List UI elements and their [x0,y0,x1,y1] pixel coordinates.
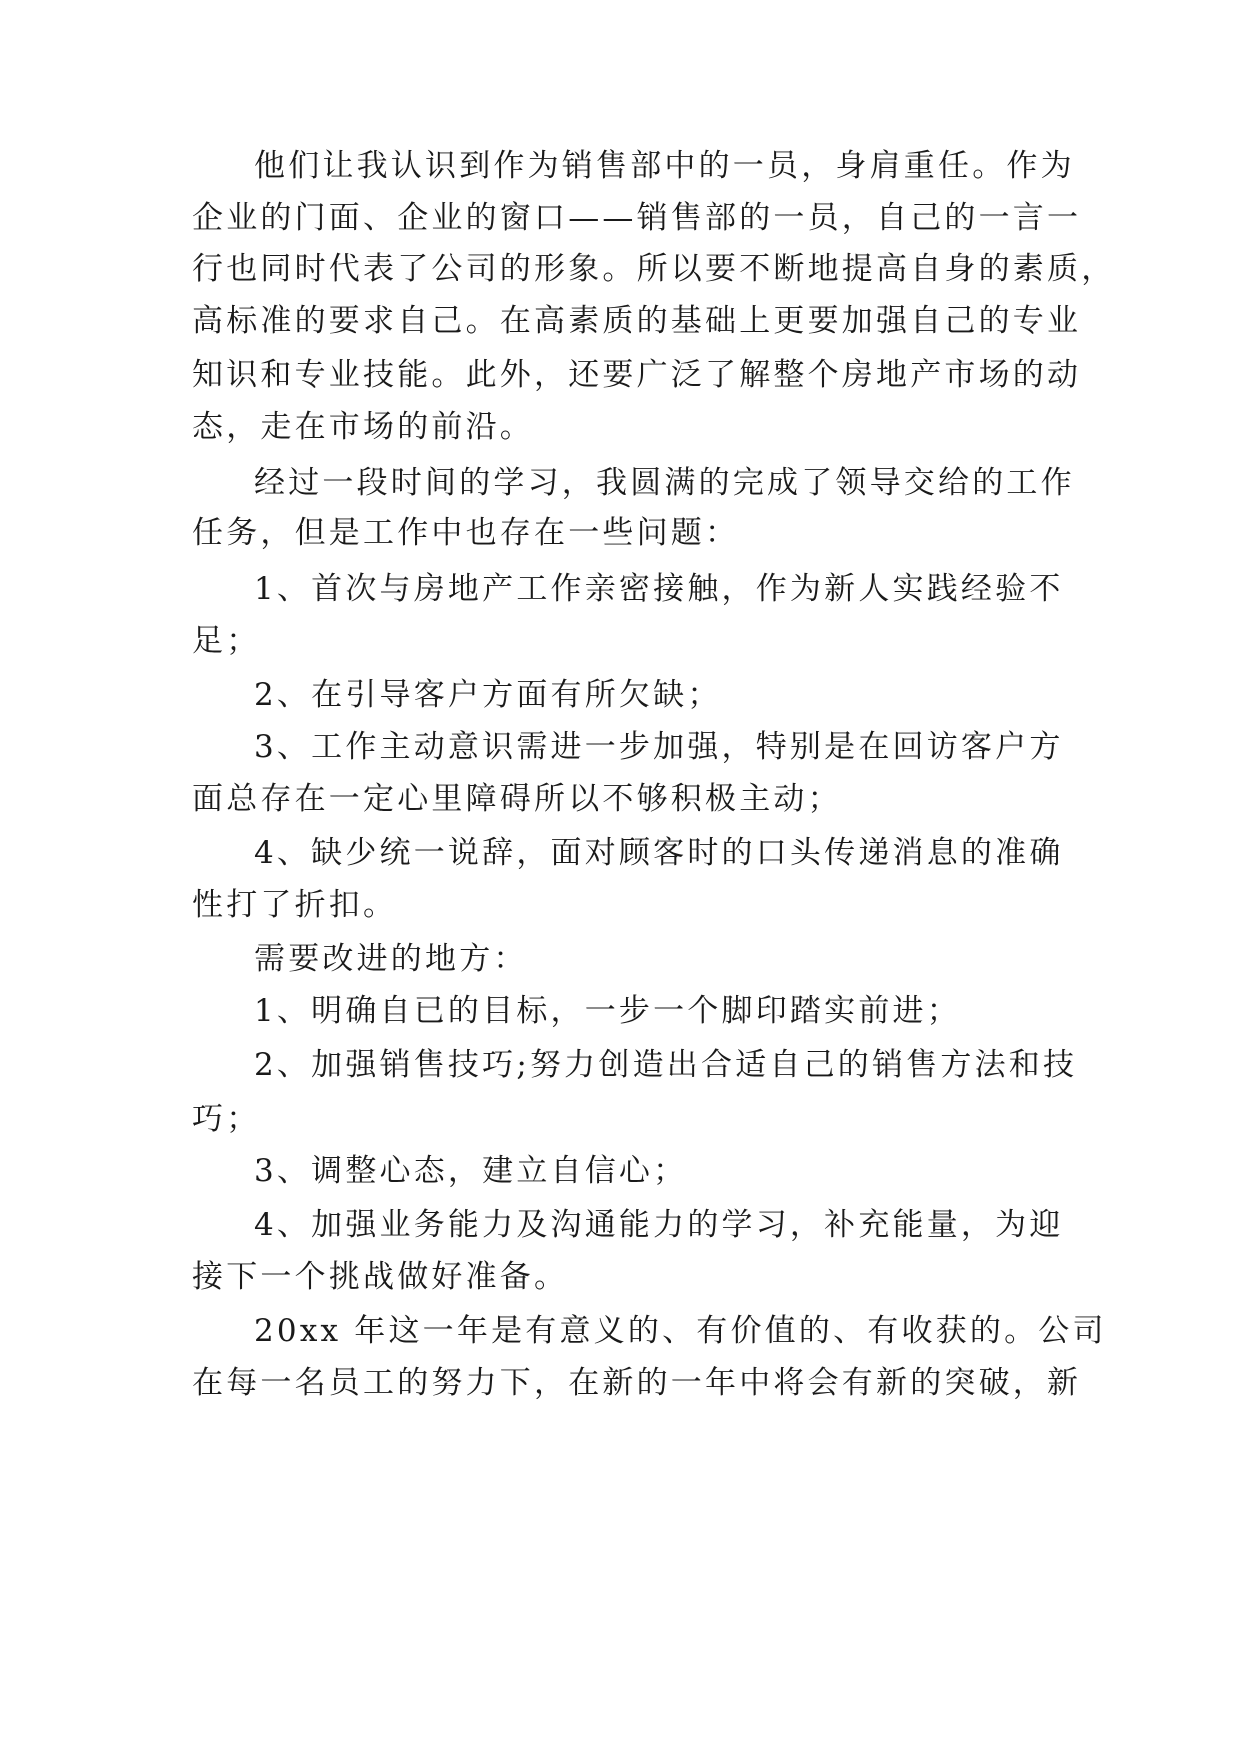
text-line: 需要改进的地方： [254,941,528,977]
text-line: 3、调整心态，建立自信心； [254,1153,688,1189]
text-line: 4、加强业务能力及沟通能力的学习，补充能量，为迎 [254,1207,1064,1243]
text-line: 3、工作主动意识需进一步加强，特别是在回访客户方 [254,729,1064,765]
text-line: 他们让我认识到作为销售部中的一员，身肩重任。作为 [254,148,1075,184]
text-line: 经过一段时间的学习，我圆满的完成了领导交给的工作 [254,465,1075,501]
text-line: 面总存在一定心里障碍所以不够积极主动； [192,781,842,817]
text-line: 巧； [192,1101,261,1137]
text-line: 1、首次与房地产工作亲密接触，作为新人实践经验不 [254,571,1064,607]
text-line: 性打了折扣。 [192,887,398,923]
text-line: 任务，但是工作中也存在一些问题： [192,515,740,551]
text-line: 企业的门面、企业的窗口——销售部的一员，自己的一言一 [192,200,1082,236]
text-line: 2、在引导客户方面有所欠缺； [254,677,722,713]
text-line: 1、明确自已的目标，一步一个脚印踏实前进； [254,993,961,1029]
text-line: 态，走在市场的前沿。 [192,409,534,445]
text-line: 接下一个挑战做好准备。 [192,1259,569,1295]
text-line: 20xx 年这一年是有意义的、有价值的、有收获的。公司 [254,1313,1107,1349]
text-line: 足； [192,623,261,659]
text-line: 4、缺少统一说辞，面对顾客时的口头传递消息的准确 [254,835,1064,871]
text-line: 2、加强销售技巧;努力创造出合适自己的销售方法和技 [254,1047,1078,1083]
text-line: 在每一名员工的努力下，在新的一年中将会有新的突破，新 [192,1365,1082,1401]
text-line: 行也同时代表了公司的形象。所以要不断地提高自身的素质， [192,251,1116,287]
text-line: 知识和专业技能。此外，还要广泛了解整个房地产市场的动 [192,357,1082,393]
text-line: 高标准的要求自己。在高素质的基础上更要加强自己的专业 [192,303,1082,339]
